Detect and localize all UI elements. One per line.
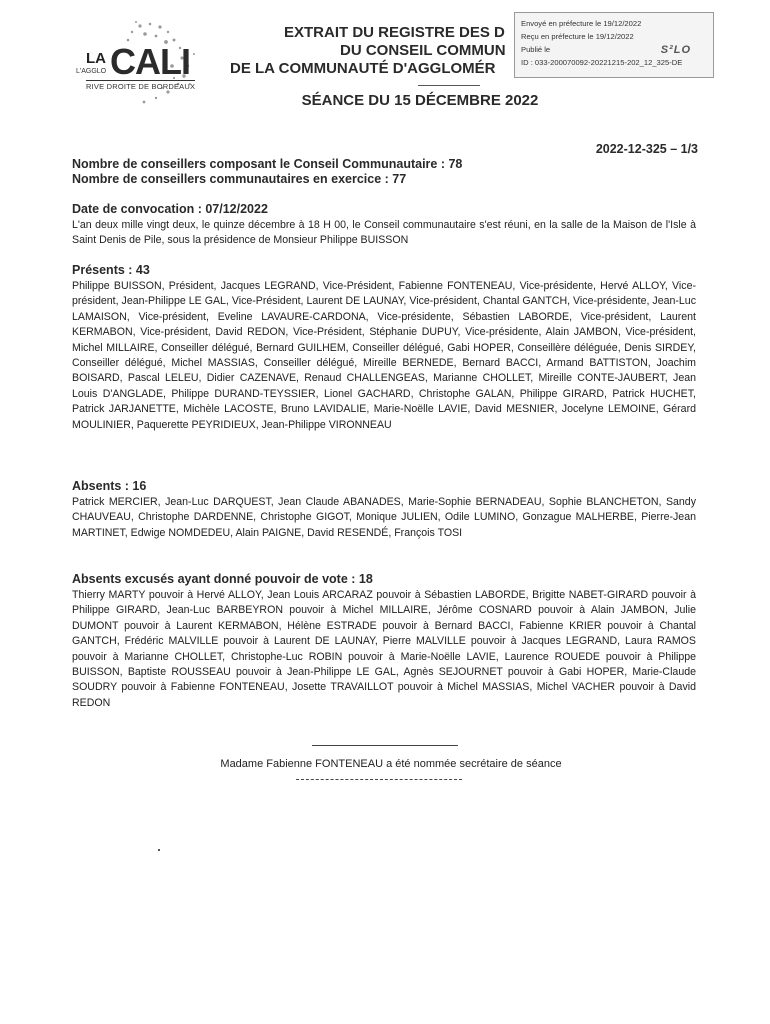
presents-text: Philippe BUISSON, Président, Jacques LEGRAND, Vice-Président, Fabienne FONTENEAU, Vice-présidente, Hervé ALLOY, Vice-président, Jean-Philippe LE GAL, Vice-Président, Laurent DE LAUNAY, Vice-président, Chantal GANTCH, Vice-présidente, Jean-Luc LAMAISON, Vice-président, Eveline LAVAURE-CARDONA, Vice-présidente, Sébastien LABORDE, Vice-président, Laurent KERMABON, Vice-président, David REDON, Vice-Président, Stéphanie DUPUY, Vice-présidente, Alain JAMBON, Vice-président, Michel MILLAIRE, Conseiller délégué, Bernard GUILHEM, Conseiller délégué, Gabi HOPER, Conseillère déléguée, Denis SIRDEY, Conseiller délégué, Michel MASSIAS, Conseiller délégué, Mireille BERNEDE, Bernard BACCI, Armand BATTISTON, Joachim BOISARD, Pascal LELEU, Didier CAZENAVE, Renaud CHALLENGEAS, Marianne CHOLLET, Mireille CONTE-JAUBERT, Jean Louis D'ANGLADE, Philippe DURAND-TEYSSIER, Lionel GACHARD, Christophe GALAN, Philippe GIRARD, Patrick HUCHET, Patrick JARJANETTE, Michèle LACOSTE, Bruno LAVIDALIE, Marie-Noëlle LAVIE, David MESNIER, Jocelyne LEMOINE, Gérard MOULINIER, Paquerette PEYRIDIEUX, Jean-Philippe VIRONNEAU: [72, 280, 696, 431]
secretary-text: Madame Fabienne FONTENEAU a été nommée secrétaire de séance: [220, 758, 562, 770]
absents-title: Absents : 16: [72, 479, 147, 493]
header-separator: [418, 85, 480, 86]
conseillers-exercice: Nombre de conseillers communautaires en exercice : 77: [72, 172, 407, 186]
stamp-slo-logo: S²LO: [660, 44, 691, 56]
signature-line-bottom: [296, 779, 462, 780]
logo-agglo-text: L'AGGLO: [76, 68, 107, 75]
prefecture-stamp: [514, 12, 714, 78]
signature-line-top: [312, 745, 458, 746]
header-line-3: DE LA COMMUNAUTÉ D'AGGLOMÉR: [230, 60, 496, 77]
excuses-title: Absents excusés ayant donné pouvoir de vote : 18: [72, 572, 373, 586]
excuses-text: Thierry MARTY pouvoir à Hervé ALLOY, Jean Louis ARCARAZ pouvoir à Sébastien LABORDE, Brigitte NABET-GIRARD pouvoir à Philippe GIRARD, Jean-Luc BARBEYRON pouvoir à Michel MILLAIRE, Jérôme COSNARD pouvoir à Alain JAMBON, Julie DUMONT pouvoir à Laurent KERMABON, Hélène ESTRADE pouvoir à Bernard BACCI, Fabienne KRIER pouvoir à Chantal GANTCH, Frédéric MALVILLE pouvoir à Laurent DE LAUNAY, Pierre MALVILLE pouvoir à Jacques LEGRAND, Laura RAMOS pouvoir à Marianne CHOLLET, Christophe-Luc ROBIN pouvoir à Marie-Noëlle LAVIE, Laurence ROUEDE pouvoir à Philippe BUISSON, Baptiste ROUSSEAU pouvoir à Jean-Philippe LE GAL, Agnès SEJOURNET pouvoir à Gabi HOPER, Marie-Claude SOUDRY pouvoir à Fabienne FONTENEAU, Josette TRAVAILLOT pouvoir à Michel MASSIAS, Michel VACHER pouvoir à David REDON: [72, 589, 696, 709]
presents-title: Présents : 43: [72, 263, 150, 277]
stamp-publie: Publié le: [521, 45, 551, 54]
convocation-title: Date de convocation : 07/12/2022: [72, 202, 268, 216]
deliberation-reference: 2022-12-325 – 1/3: [595, 142, 698, 156]
stamp-envoye: Envoyé en préfecture le 19/12/2022: [521, 19, 642, 28]
logo-cali-text: CALI: [110, 41, 190, 82]
logo-rive-text: RIVE DROITE DE BORDEAUX: [86, 82, 196, 91]
header-line-1: EXTRAIT DU REGISTRE DES D: [284, 24, 505, 41]
conseillers-composant: Nombre de conseillers composant le Conseil Communautaire : 78: [72, 157, 463, 171]
stamp-id: ID : 033-200070092-20221215-202_12_325-DE: [521, 58, 683, 67]
scan-dot: [158, 849, 160, 851]
header-line-2: DU CONSEIL COMMUN: [340, 42, 506, 59]
logo-la-text: LA: [86, 50, 106, 67]
convocation-text: L'an deux mille vingt deux, le quinze décembre à 18 H 00, le Conseil communautaire s'est réuni, en la salle de la Maison de l'Isle à Saint Denis de Pile, sous la présidence de Monsieur Philippe BUISSON: [72, 219, 696, 247]
seance-title: SÉANCE DU 15 DÉCEMBRE 2022: [301, 92, 539, 109]
stamp-recu: Reçu en préfecture le 19/12/2022: [521, 32, 634, 41]
absents-text: Patrick MERCIER, Jean-Luc DARQUEST, Jean Claude ABANADES, Marie-Sophie BERNADEAU, Sophie BLANCHETON, Sandy CHAUVEAU, Christophe DARDENNE, Christophe GIGOT, Monique JULIEN, Odile LUMINO, Gonzague MALHERBE, Pierre-Jean MARTINET, Edwige NOMDEDEU, Alain PAIGNE, David RESENDÉ, François TOSI: [72, 496, 696, 539]
